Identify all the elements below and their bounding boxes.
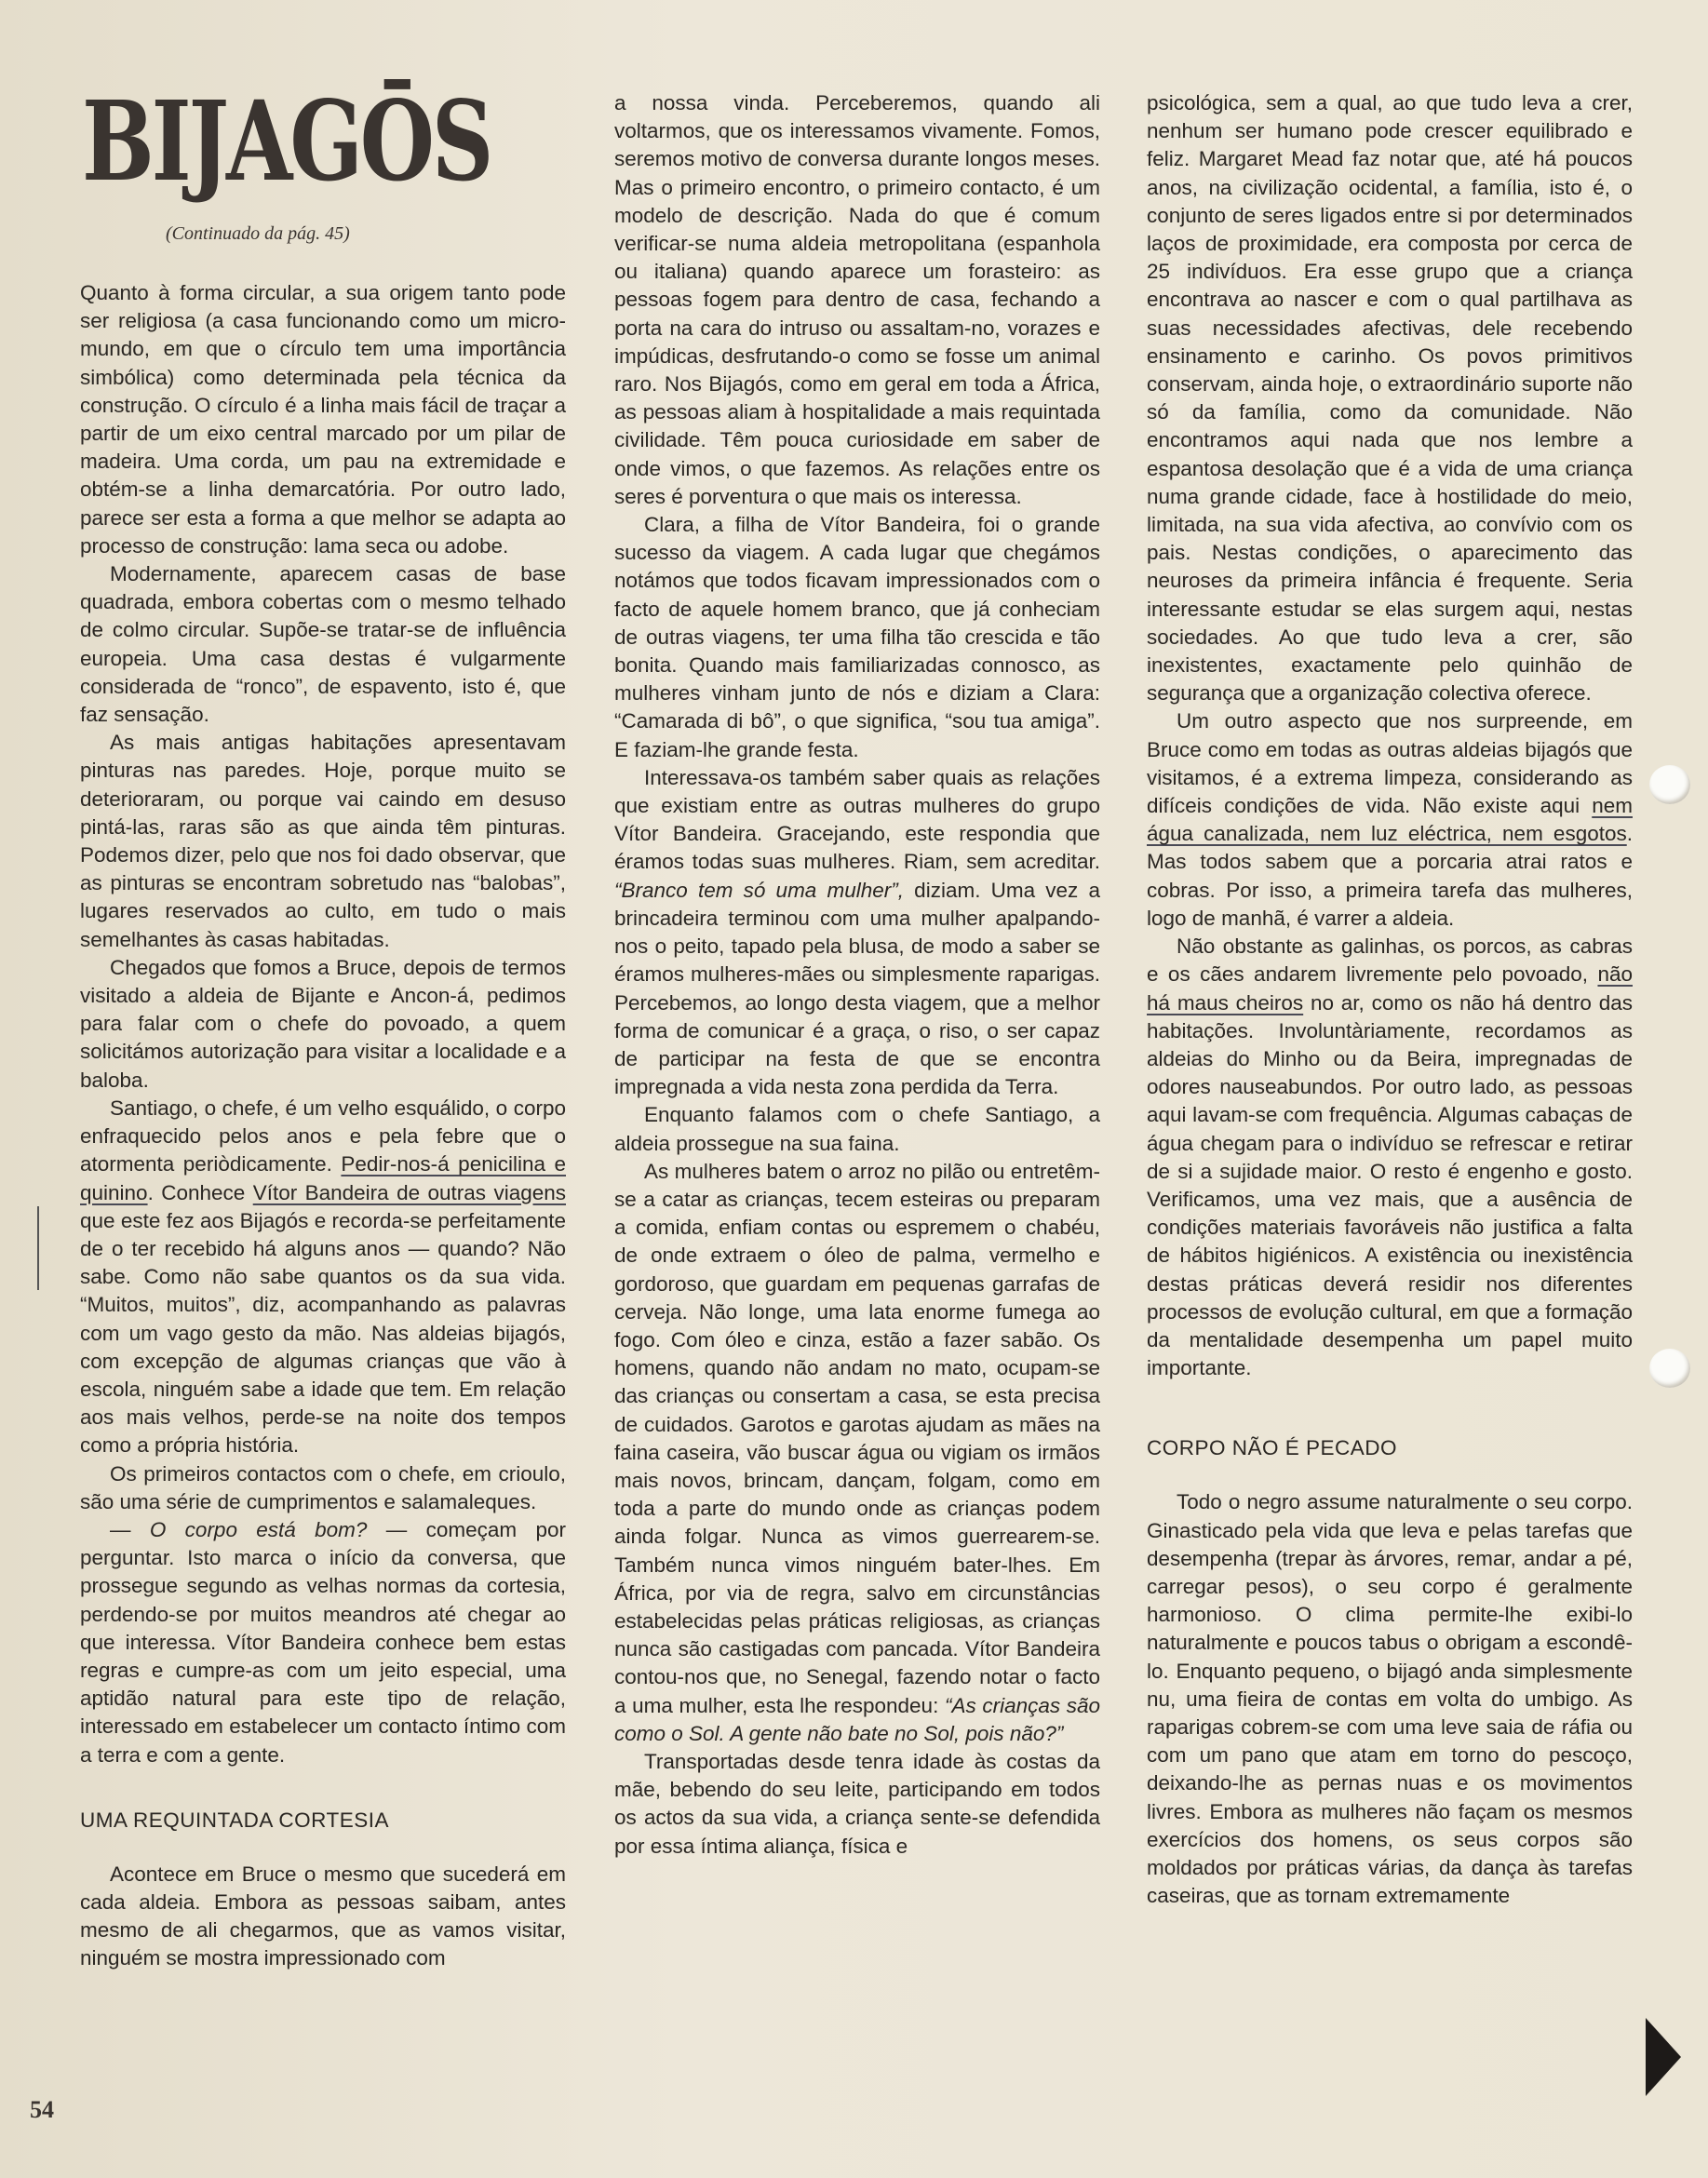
paragraph [1147, 707, 1633, 933]
underlined-text: nem água canalizada, nem luz eléctrica, nem esgotos [1147, 794, 1633, 846]
text-column-1 [80, 279, 566, 1973]
text: CORPO NÃO É PECADO [1147, 1436, 1398, 1460]
paragraph [80, 1095, 566, 1460]
text: no ar, como os não há dentro das habitações. Involuntàriamente, recordamos as aldeias do Minho ou da Beira, impregnadas de odores nauseabundos. Por outro lado, as pessoas aqui lavam-se com frequência. Algumas cabaças de água chegam para o indivíduo se refrescar e retirar de si a sujidade maior. O resto é engenho e gosto. Verificamos, uma vez mais, que a ausência de condições materiais favoráveis não justifica a falta de hábitos higiénicos. A existência ou inexistência destas práticas deverá residir nos diferentes processos de evolução cultural, em que a formação da mentalidade desempenha um papel muito importante. [1147, 990, 1633, 1380]
text: diziam. Uma vez a brincadeira terminou com uma mulher apalpando-nos o peito, tapado pela blusa, de modo a saber se éramos mulheres-mães ou simplesmente raparigas. Percebemos, ao longo desta viagem, que a melhor forma de comunicar é a graça, o riso, o ser capaz de participar na festa de que se encontra impregnada a vida nesta zona perdida da Terra. [614, 878, 1100, 1099]
continue-arrow-icon [1646, 2018, 1681, 2096]
continued-from-note: (Continuado da pág. 45) [166, 223, 350, 244]
punch-hole [1649, 765, 1690, 804]
text: As mais antigas habitações apresentavam pinturas nas paredes. Hoje, porque muito se deterioraram, ou porque vai caindo em desuso pintá-las, raras são as que ainda têm pinturas. Podemos dizer, pelo que nos foi dado observar, que as pinturas se encontram sobretudo nas “balobas”, lugares reservados ao culto, em tudo o mais semelhantes às casas habitadas. [80, 731, 566, 951]
paragraph [614, 764, 1100, 1101]
text: — começam por perguntar. Isto marca o início da conversa, que prossegue segundo as velhas normas da cortesia, perdendo-se por muitos meandros até chegar ao que interessa. Vítor Bandeira conhece bem estas regras e cumpre-as com um jeito especial, uma aptidão natural para este tipo de relação, interessado em estabelecer um contacto íntimo com a terra e com a gente. [80, 1517, 566, 1767]
text: Todo o negro assume naturalmente o seu corpo. Ginasticado pela vida que leva e pelas tarefas que desempenha (trepar às árvores, remar, andar a pé, carregar pesos), o seu corpo é geralmente harmonioso. O clima permite-lhe exibi-lo naturalmente e poucos tabus o obrigam a escondê-lo. Enquanto pequeno, o bijagó anda simplesmente nu, uma fieira de contas em volta do umbigo. As raparigas cobrem-se com uma leve saia de ráfia ou com um pano que atam em torno do pescoço, deixando-lhe as pernas nuas e os movimentos livres. Embora as mulheres não façam os mesmos exercícios dos homens, os seus corpos são moldados por práticas várias, da dança às tarefas caseiras, que as tornam extremamente [1147, 1490, 1633, 1908]
paragraph [80, 1516, 566, 1769]
text: Acontece em Bruce o mesmo que sucederá em cada aldeia. Embora as pessoas saibam, antes mesmo de ali chegarmos, que as vamos visitar, ninguém se mostra impressionado com [80, 1862, 566, 1970]
section-heading [1147, 1434, 1633, 1462]
paragraph [1147, 933, 1633, 1382]
italic-text: “Branco tem só uma mulher”, [614, 878, 905, 902]
text: psicológica, sem a qual, ao que tudo leva a crer, nenhum ser humano pode crescer equilibrado e feliz. Margaret Mead faz notar que, até há poucos anos, na civilização ocidental, a família, isto é, o conjunto de seres ligados entre si por determinados laços de proximidade, era composta por cerca de 25 indivíduos. Era esse grupo que a criança encontrava ao nascer e com o qual partilhava as suas necessidades afectivas, dele recebendo ensinamento e carinho. Os povos primitivos conservam, ainda hoje, o extraordinário suporte não só da família, como da comunidade. Não encontramos aqui nada que nos lembre a espantosa desolação que é a vida de uma criança numa grande cidade, face à hostilidade do meio, limitada, na sua vida afectiva, ao convívio com os pais. Nestas condições, o aparecimento das neuroses da primeira infância é frequente. Seria interessante estudar se elas surgem aqui, nestas sociedades. Ao que tudo leva a crer, são inexistentes, exactamente pelo quinhão de segurança que a organização colectiva oferece. [1147, 91, 1633, 706]
text-column-2 [614, 89, 1100, 1861]
paragraph [80, 954, 566, 1095]
text: Os primeiros contactos com o chefe, em crioulo, são uma série de cumprimentos e salamaleques. [80, 1461, 566, 1513]
text: . Conhece [147, 1180, 253, 1204]
underlined-text: Pedir-nos-á penicilina e quinino [80, 1152, 566, 1204]
paragraph [1147, 1488, 1633, 1910]
section-heading [80, 1807, 566, 1835]
punch-hole [1649, 1349, 1690, 1388]
text: Modernamente, aparecem casas de base quadrada, embora cobertas com o mesmo telhado de colmo circular. Supõe-se tratar-se de influência europeia. Uma casa destas é vulgarmente considerada de “ronco”, de espavento, isto é, que faz sensação. [80, 562, 566, 727]
paragraph [1147, 89, 1633, 707]
page-number: 54 [30, 2096, 54, 2123]
article-title: BIJAGŌS [82, 76, 491, 206]
underlined-text: não há maus cheiros [1147, 962, 1633, 1015]
underlined-text: Vítor Bandeira de outras viagens [252, 1180, 566, 1204]
text: As mulheres batem o arroz no pilão ou entretêm-se a catar as crianças, tecem esteiras ou preparam a comida, enfiam contas ou espremem o chabéu, de onde extraem o óleo de palma, vermelho e gordoroso, que guardam em pequenas garrafas de cerveja. Não longe, uma lata enorme fumega ao fogo. Com óleo e cinza, estão a fazer sabão. Os homens, quando não andam no mato, ocupam-se das crianças ou consertam a casa, se esta precisa de cuidados. Garotos e garotas ajudam as mães na faina caseira, vão buscar água ou vigiam os irmãos mais novos, brincam, dançam, folgam, como em toda a parte do mundo onde as crianças podem ainda folgar. Nunca as vimos guerrearem-se. Também nunca vimos ninguém bater-lhes. Em África, por via de regra, salvo em circunstâncias estabelecidas pelas práticas religiosas, as crianças nunca são castigadas com pancada. Vítor Bandeira contou-nos que, no Senegal, fazendo notar o facto a uma mulher, esta lhe respondeu: [614, 1159, 1100, 1717]
paragraph [614, 1101, 1100, 1157]
paragraph [614, 1158, 1100, 1748]
text: . Mas todos sabem que a porcaria atrai ratos e cobras. Por isso, a primeira tarefa das mulheres, logo de manhã, é varrer a aldeia. [1147, 822, 1633, 930]
paragraph [614, 511, 1100, 764]
text: Não obstante as galinhas, os porcos, as cabras e os cães andarem livremente pelo povoado, [1147, 934, 1633, 987]
text: Um outro aspecto que nos surpreende, em Bruce como em todas as outras aldeias bijagós que visitamos, é a extrema limpeza, considerando as difíceis condições de vida. Não existe aqui [1147, 709, 1633, 818]
text: Interessava-os também saber quais as relações que existiam entre as outras mulheres do grupo Vítor Bandeira. Gracejando, este respondia que éramos todas suas mulheres. Riam, sem acreditar. [614, 765, 1100, 874]
text-column-3 [1147, 89, 1633, 1910]
italic-text: “As crianças são como o Sol. A gente não bate no Sol, pois não?” [614, 1693, 1101, 1745]
paragraph [80, 279, 566, 560]
text: Quanto à forma circular, a sua origem tanto pode ser religiosa (a casa funcionando como um micro-mundo, em que o círculo tem uma importância simbólica) como determinada pela técnica da construção. O círculo é a linha mais fácil de traçar a partir de um eixo central marcado por um pilar de madeira. Uma corda, um pau na extremidade e obtém-se a linha demarcatória. Por outro lado, parece ser esta a forma a que melhor se adapta ao processo de construção: lama seca ou adobe. [80, 281, 566, 558]
text: UMA REQUINTADA CORTESIA [80, 1808, 389, 1832]
paragraph [80, 560, 566, 729]
text: Transportadas desde tenra idade às costas da mãe, bebendo do seu leite, participando em todos os actos da sua vida, a criança sente-se defendida por essa íntima aliança, física e [614, 1749, 1100, 1858]
text: Santiago, o chefe, é um velho esquálido, o corpo enfraquecido pelos anos e pela febre que o atormenta periòdicamente. [80, 1096, 566, 1176]
pen-margin-mark [37, 1206, 39, 1290]
paragraph [80, 729, 566, 954]
paragraph [614, 89, 1100, 511]
text: a nossa vinda. Perceberemos, quando ali voltarmos, que os interessamos vivamente. Fomos, seremos motivo de conversa durante longos meses. Mas o primeiro encontro, o primeiro contacto, é um modelo de descrição. Nada do que é comum verificar-se numa aldeia metropolitana (espanhola ou italiana) quando aparece um forasteiro: as pessoas fogem para dentro de casa, fechando a porta na cara do intruso ou assaltam-no, vorazes e impúdicas, desfrutando-o como se fosse um animal raro. Nos Bijagós, como em geral em toda a África, as pessoas aliam à hospitalidade a mais requintada civilidade. Têm pouca curiosidade em saber de onde vimos, o que fazemos. As relações entre os seres é porventura o que mais os interessa. [614, 91, 1100, 508]
paragraph [80, 1861, 566, 1973]
text: — [110, 1517, 150, 1541]
paragraph [614, 1748, 1100, 1861]
text: Chegados que fomos a Bruce, depois de termos visitado a aldeia de Bijante e Ancon-á, pedimos para falar com o chefe do povoado, a quem solicitámos autorização para visitar a localidade e a baloba. [80, 955, 566, 1092]
text: que este fez aos Bijagós e recorda-se perfeitamente de o ter recebido há alguns anos — quando? Não sabe. Como não sabe quantos os da sua vida. “Muitos, muitos”, diz, acompanhando as palavras com um vago gesto da mão. Nas aldeias bijagós, com excepção de algumas crianças que vão à escola, ninguém sabe a idade que tem. Em relação aos mais velhos, perde-se na noite dos tempos como a própria história. [80, 1208, 566, 1458]
text: Enquanto falamos com o chefe Santiago, a aldeia prossegue na sua faina. [614, 1103, 1100, 1155]
paragraph [80, 1460, 566, 1516]
text: Clara, a filha de Vítor Bandeira, foi o grande sucesso da viagem. A cada lugar que chegámos notámos que todos ficavam impressionados com o facto de aquele homem branco, que já conheciam de outras viagens, ter uma filha tão crescida e tão bonita. Quando mais familiarizadas connosco, as mulheres vinham junto de nós e diziam a Clara: “Camarada di bô”, o que significa, “sou tua amiga”. E faziam-lhe grande festa. [614, 513, 1100, 761]
italic-text: O corpo está bom? [149, 1517, 368, 1541]
